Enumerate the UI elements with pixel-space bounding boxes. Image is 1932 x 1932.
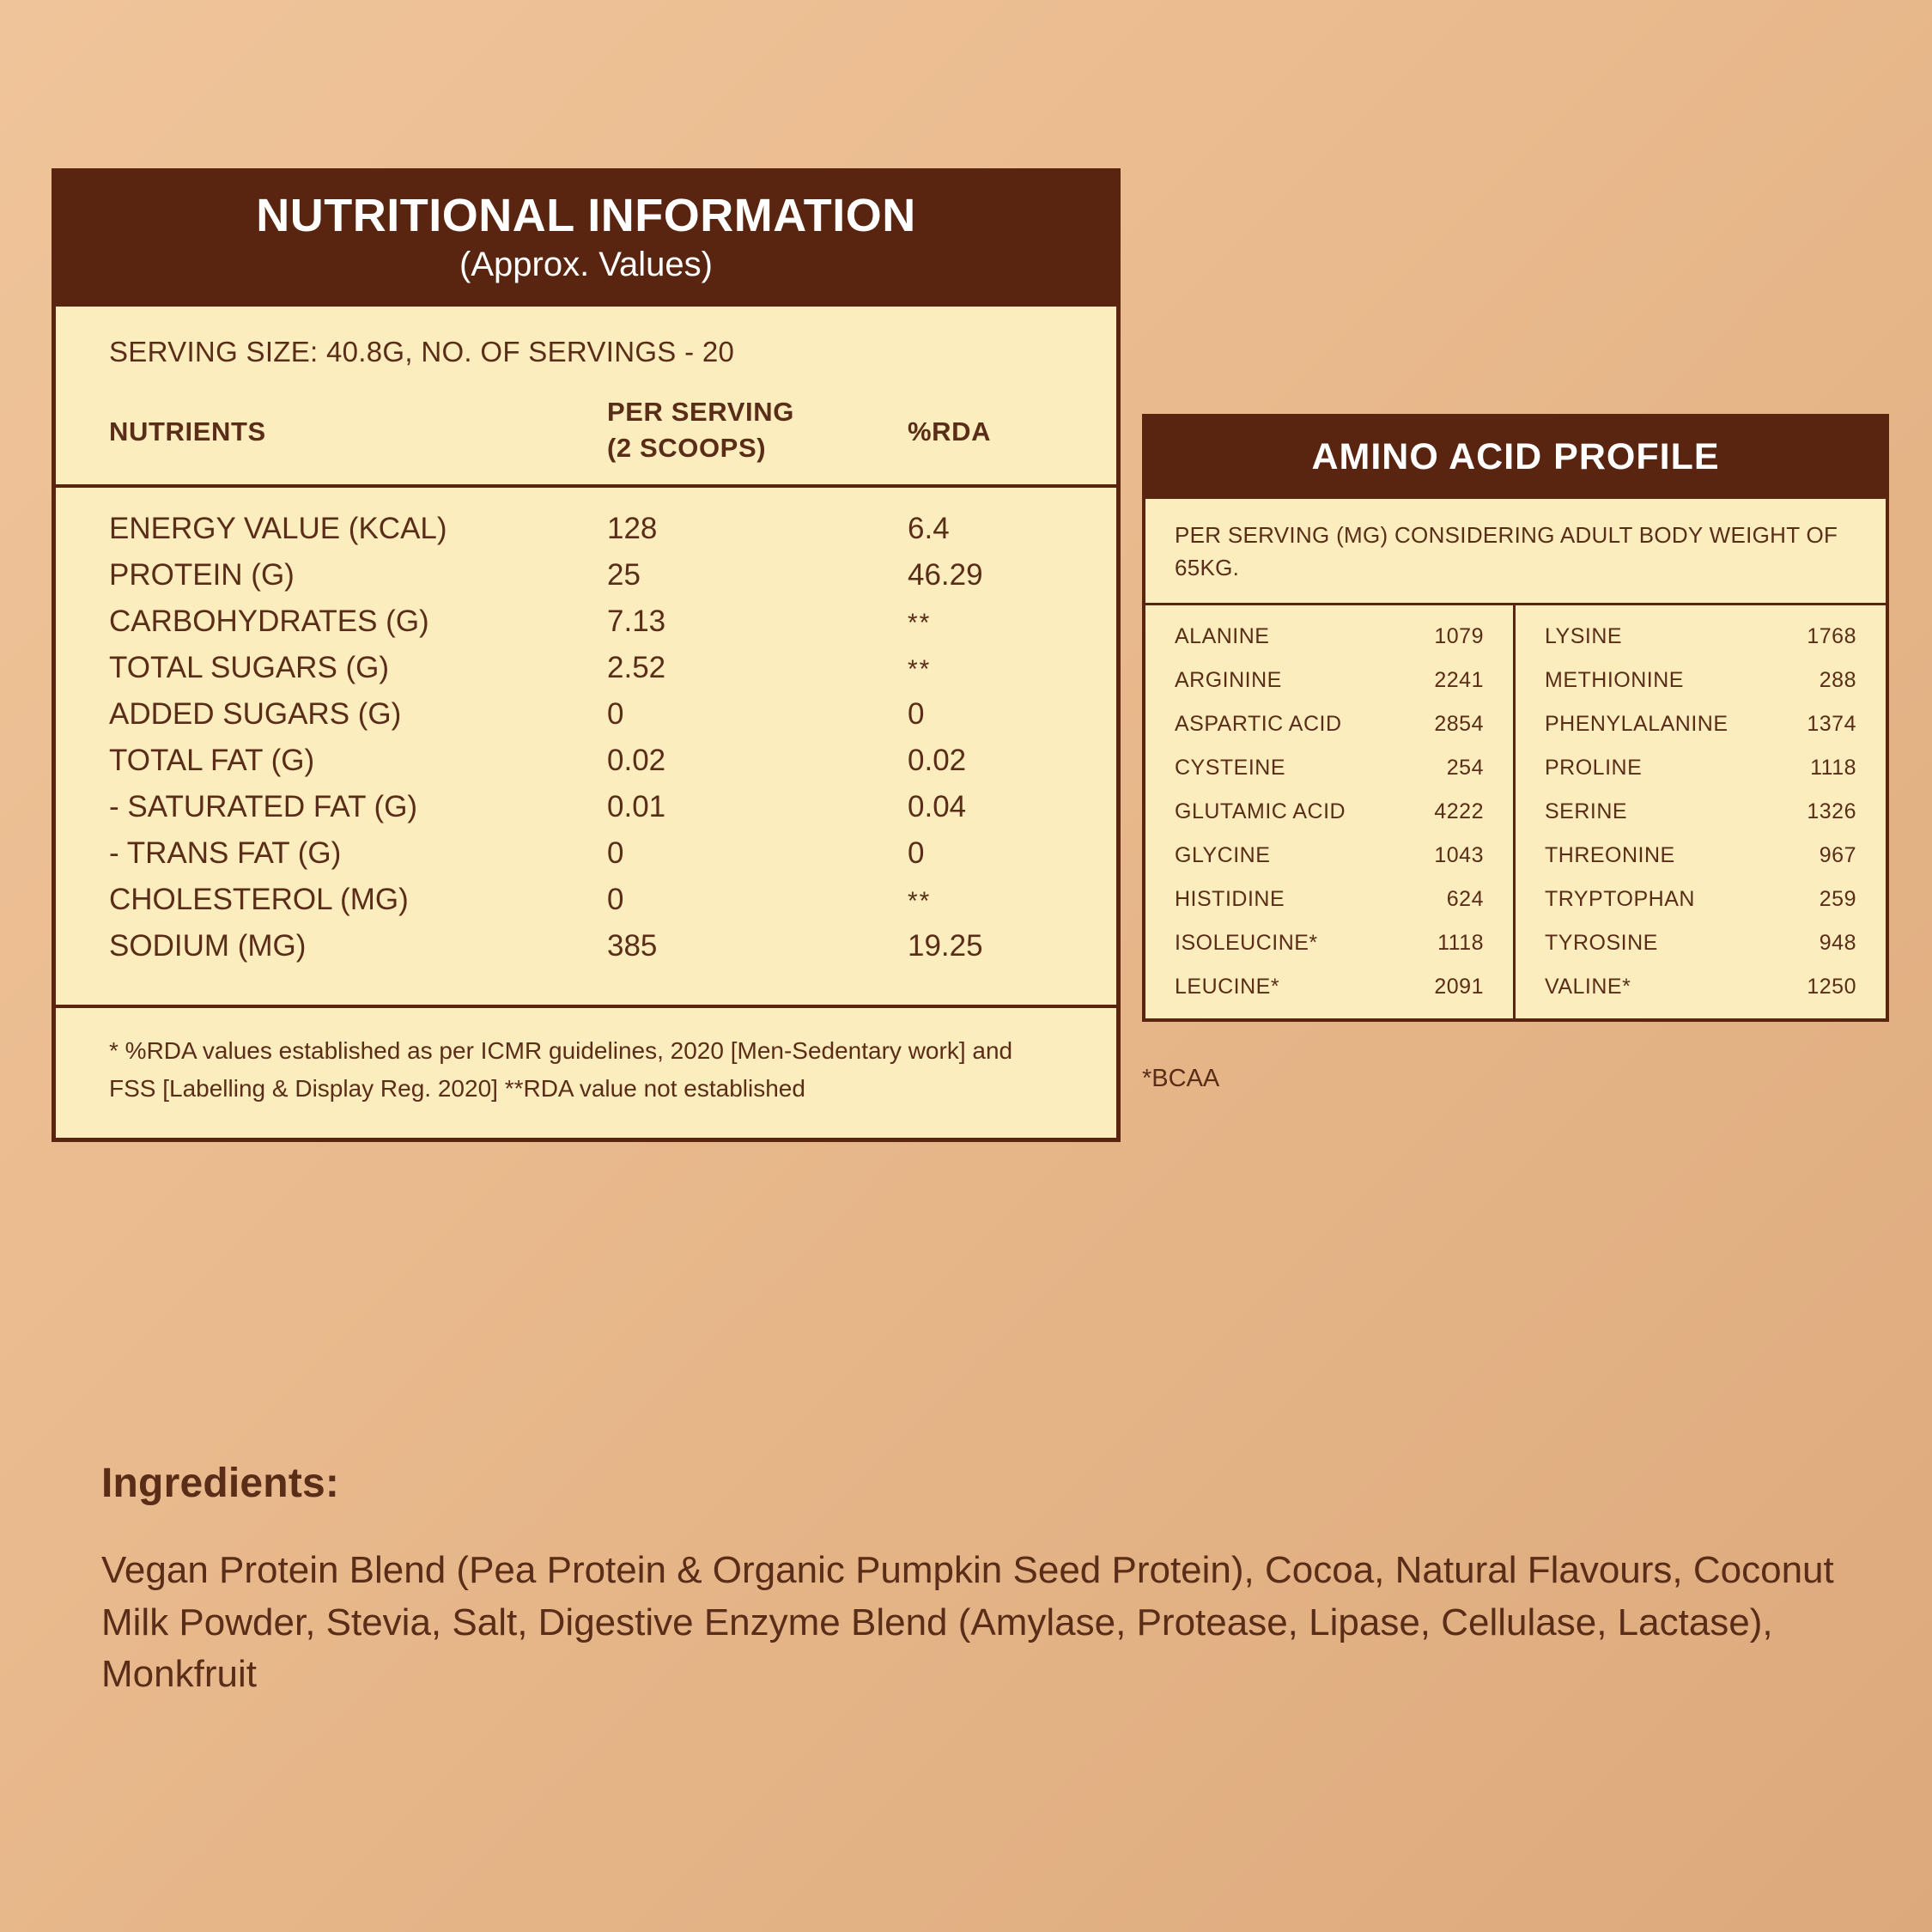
bcaa-footnote: *BCAA	[1142, 1065, 1220, 1092]
amino-acid-name: METHIONINE	[1545, 668, 1684, 693]
list-item	[1545, 668, 1856, 693]
amino-acid-name: ALANINE	[1175, 624, 1270, 649]
list-item	[1175, 756, 1484, 781]
list-item	[1545, 975, 1856, 999]
nutrient-rda: **	[908, 887, 932, 916]
list-item	[1175, 975, 1484, 999]
amino-acid-value: 948	[1819, 931, 1856, 956]
amino-acid-name: CYSTEINE	[1175, 756, 1286, 781]
nutrient-name: ADDED SUGARS (G)	[109, 697, 402, 732]
table-row	[109, 512, 1063, 546]
amino-acid-value: 1118	[1437, 931, 1484, 956]
list-item	[1545, 756, 1856, 781]
amino-acid-name: LYSINE	[1545, 624, 1623, 649]
nutrient-rda: 0.04	[908, 790, 967, 824]
nutritional-information-panel	[52, 168, 1121, 1142]
amino-acid-value: 967	[1819, 843, 1856, 868]
nutrient-rda: **	[908, 609, 932, 638]
table-row	[109, 651, 1063, 685]
amino-acid-column-left	[1145, 605, 1516, 1018]
amino-acid-name: PROLINE	[1545, 756, 1643, 781]
amino-acid-value: 1079	[1434, 624, 1484, 649]
nutrient-name: - TRANS FAT (G)	[109, 836, 342, 871]
amino-acid-name: VALINE*	[1545, 975, 1631, 999]
amino-acid-name: GLYCINE	[1175, 843, 1271, 868]
nutrient-rda: 0	[908, 836, 925, 871]
nutrient-rda: 6.4	[908, 512, 950, 546]
amino-acid-name: TRYPTOPHAN	[1545, 887, 1695, 912]
list-item	[1545, 931, 1856, 956]
amino-acid-name: GLUTAMIC ACID	[1175, 799, 1346, 824]
nutrient-value: 0	[607, 697, 624, 732]
amino-acid-value: 2241	[1434, 668, 1484, 693]
serving-size-line: SERVING SIZE: 40.8G, NO. OF SERVINGS - 20	[109, 335, 735, 368]
nutrient-value: 128	[607, 512, 658, 546]
nutrient-name: CHOLESTEROL (MG)	[109, 883, 409, 917]
column-header-nutrients: NUTRIENTS	[109, 416, 266, 447]
list-item	[1175, 712, 1484, 737]
amino-acid-value: 1250	[1807, 975, 1856, 999]
amino-acid-profile-panel	[1142, 414, 1889, 1022]
list-item	[1175, 931, 1484, 956]
amino-acid-value: 1043	[1434, 843, 1484, 868]
nutritional-information-header	[56, 173, 1116, 307]
list-item	[1175, 887, 1484, 912]
amino-acid-value: 254	[1446, 756, 1484, 781]
list-item	[1545, 799, 1856, 824]
amino-acid-value: 1374	[1807, 712, 1856, 737]
list-item	[1175, 843, 1484, 868]
amino-acid-name: SERINE	[1545, 799, 1628, 824]
column-header-per-serving-line2: (2 SCOOPS)	[607, 432, 767, 463]
amino-acid-name: HISTIDINE	[1175, 887, 1285, 912]
amino-acid-columns	[1145, 605, 1886, 1018]
amino-acid-value: 2091	[1434, 975, 1484, 999]
nutrient-name: TOTAL SUGARS (G)	[109, 651, 390, 685]
nutrition-table-header	[56, 368, 1116, 489]
nutrient-value: 25	[607, 558, 641, 592]
column-header-rda: %RDA	[908, 416, 992, 447]
table-row	[109, 744, 1063, 778]
list-item	[1545, 843, 1856, 868]
amino-acid-value: 1768	[1807, 624, 1856, 649]
nutrient-value: 0.02	[607, 744, 666, 778]
nutrient-name: CARBOHYDRATES (G)	[109, 605, 429, 639]
amino-acid-name: ASPARTIC ACID	[1175, 712, 1342, 737]
table-row	[109, 790, 1063, 824]
ingredients-section	[101, 1460, 1870, 1701]
nutrient-value: 7.13	[607, 605, 666, 639]
amino-acid-value: 4222	[1434, 799, 1484, 824]
amino-acid-note: PER SERVING (MG) CONSIDERING ADULT BODY WEIGHT OF 65KG.	[1145, 499, 1886, 605]
nutrient-value: 2.52	[607, 651, 666, 685]
nutrient-name: SODIUM (MG)	[109, 929, 307, 963]
nutrient-name: ENERGY VALUE (KCAL)	[109, 512, 447, 546]
nutrient-rda: 46.29	[908, 558, 983, 592]
nutrient-value: 385	[607, 929, 658, 963]
ingredients-text: Vegan Protein Blend (Pea Protein & Organic Pumpkin Seed Protein), Cocoa, Natural Flavours, Coconut Milk Powder, Stevia, Salt, Digestive Enzyme Blend (Amylase, Protease, Lipase, Cellulase, Lactase), Monkfruit	[101, 1549, 1834, 1696]
table-row	[109, 605, 1063, 639]
amino-acid-name: ISOLEUCINE*	[1175, 931, 1318, 956]
amino-acid-column-right	[1516, 605, 1886, 1018]
amino-acid-name: LEUCINE*	[1175, 975, 1280, 999]
nutrient-value: 0.01	[607, 790, 666, 824]
amino-acid-name: PHENYLALANINE	[1545, 712, 1728, 737]
table-row	[109, 929, 1063, 963]
amino-acid-value: 259	[1819, 887, 1856, 912]
amino-acid-profile-header	[1145, 417, 1886, 499]
list-item	[1545, 887, 1856, 912]
nutrient-name: PROTEIN (G)	[109, 558, 295, 592]
amino-acid-profile-title: AMINO ACID PROFILE	[1311, 436, 1720, 477]
nutrient-value: 0	[607, 883, 624, 917]
nutrient-name: - SATURATED FAT (G)	[109, 790, 418, 824]
ingredients-heading: Ingredients:	[101, 1461, 340, 1506]
page-title: NUTRITIONAL INFORMATION	[256, 190, 916, 241]
table-row	[109, 836, 1063, 871]
table-row	[109, 883, 1063, 917]
table-row	[109, 558, 1063, 592]
amino-acid-value: 288	[1819, 668, 1856, 693]
nutrient-rda: **	[908, 655, 932, 684]
list-item	[1175, 624, 1484, 649]
column-header-per-serving-line1: PER SERVING	[607, 396, 794, 427]
amino-acid-name: ARGININE	[1175, 668, 1282, 693]
nutrient-rda: 0.02	[908, 744, 967, 778]
list-item	[1175, 799, 1484, 824]
nutrient-rda: 0	[908, 697, 925, 732]
table-row	[109, 697, 1063, 732]
list-item	[1175, 668, 1484, 693]
nutrient-value: 0	[607, 836, 624, 871]
nutrient-name: TOTAL FAT (G)	[109, 744, 315, 778]
amino-acid-value: 2854	[1434, 712, 1484, 737]
nutrient-rda: 19.25	[908, 929, 983, 963]
list-item	[1545, 624, 1856, 649]
nutrition-table-body	[56, 488, 1116, 1008]
list-item	[1545, 712, 1856, 737]
amino-acid-name: THREONINE	[1545, 843, 1675, 868]
amino-acid-name: TYROSINE	[1545, 931, 1658, 956]
amino-acid-value: 1118	[1810, 756, 1856, 781]
column-header-per-serving	[607, 394, 908, 466]
page-subtitle: (Approx. Values)	[459, 245, 713, 283]
amino-acid-value: 1326	[1807, 799, 1856, 824]
nutrition-footnote: * %RDA values established as per ICMR guidelines, 2020 [Men-Sedentary work] and FSS [Labelling & Display Reg. 2020] **RDA value not established	[109, 1037, 1013, 1102]
amino-acid-value: 624	[1446, 887, 1484, 912]
